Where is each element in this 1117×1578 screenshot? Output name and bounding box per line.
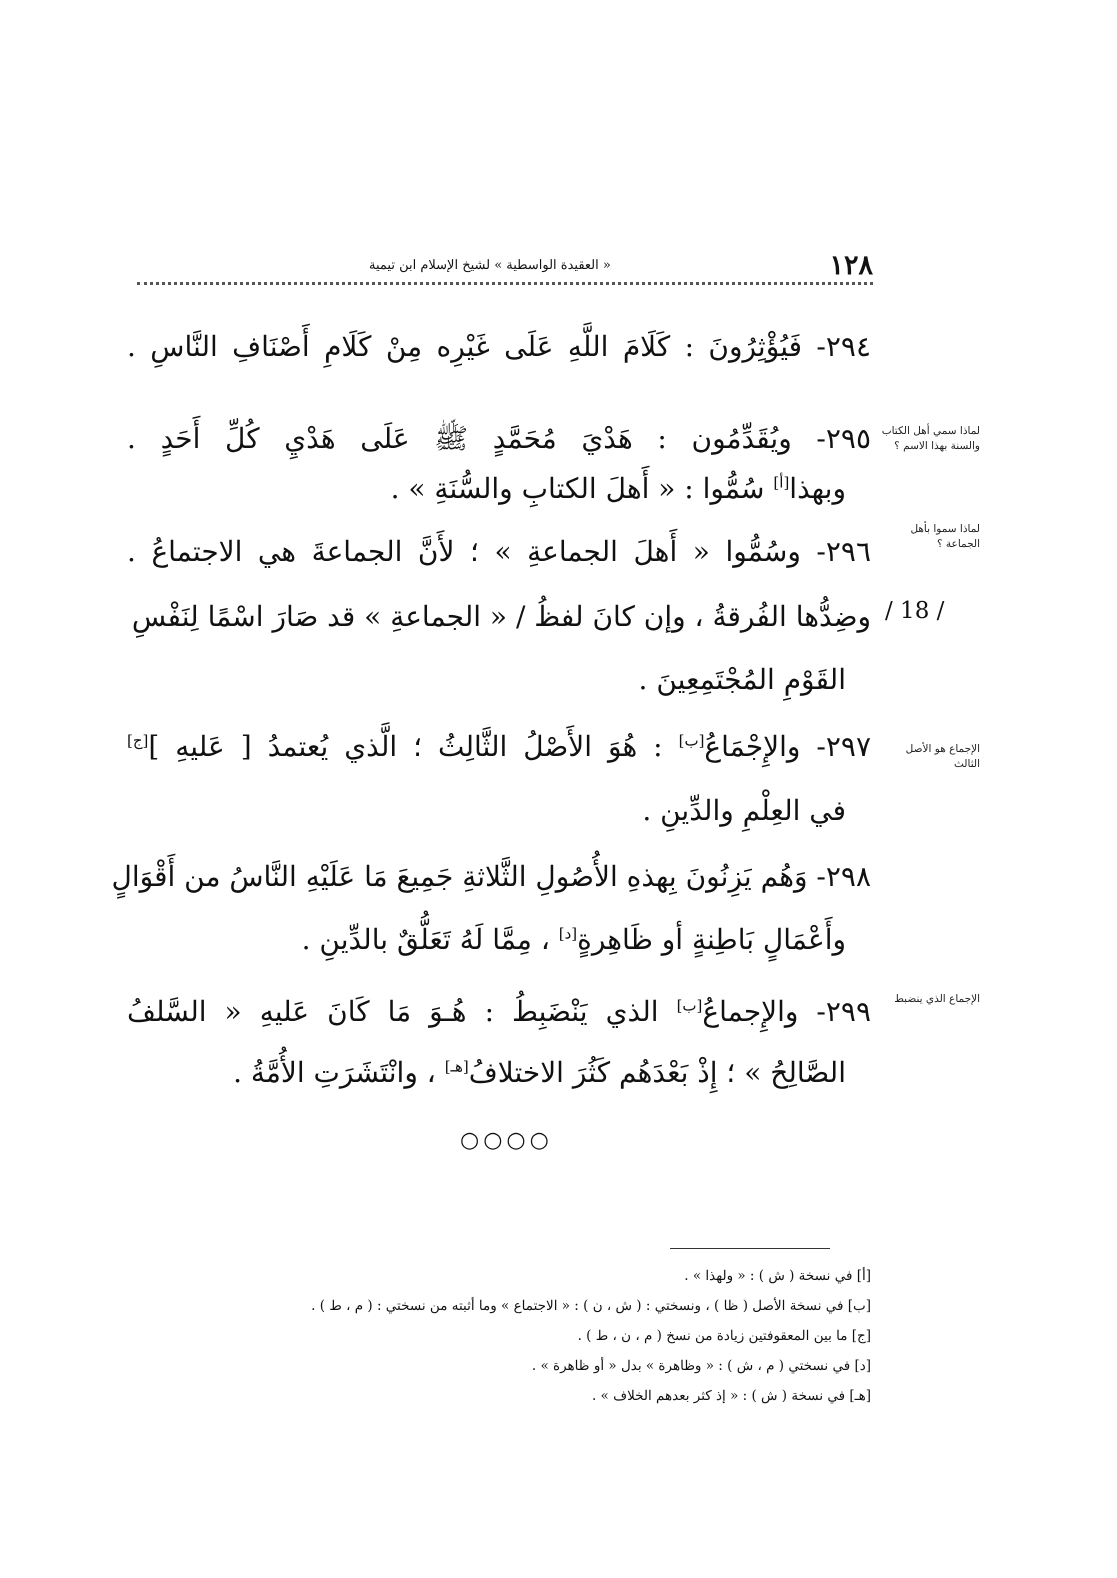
footnote: [هـ] في نسخة ( ش ) : « إذ كثر بعدهم الخلاف » . [591, 1388, 871, 1404]
footnote-ref: [د] [558, 924, 578, 943]
page-marker: / 18 / [885, 598, 945, 624]
paragraph-294: ٢٩٤- فَيُؤْثِرُونَ : كَلَامَ اللَّهِ عَلَى غَيْرِه مِنْ كَلَامِ أَصْنَافِ النَّاسِ . [127, 330, 871, 363]
header-rule [137, 282, 873, 285]
footnote-ref: [ج] [127, 731, 149, 750]
margin-note: الإجماع الذي ينضبط [894, 993, 980, 1005]
paragraph-299-end: الصَّالِحُ » ؛ إِذْ بَعْدَهُم كَثُرَ الاختلافُ[هـ] ، وانْتَشَرَتِ الأُمَّةُ . [233, 1056, 846, 1089]
margin-note: لماذا سموا بأهل الجماعة ؟ [910, 523, 980, 550]
footnote-rule [670, 1248, 830, 1249]
paragraph-297: ٢٩٧- والإِجْمَاعُ[ب] : هُوَ الأَصْلُ الثَّالِثُ ؛ الَّذي يُعتمدُ [ عَليهِ ][ج] [127, 730, 871, 763]
paragraph-295: ٢٩٥- ويُقَدِّمُون : هَدْيَ مُحَمَّدٍ ﷺ عَلَى هَدْيِ كُلِّ أَحَدٍ . [127, 422, 871, 455]
running-title: « العقيدة الواسطية » لشيخ الإسلام ابن تيمية [369, 258, 611, 273]
margin-note: الإجماع هو الأصل الثالث [905, 743, 980, 770]
footnote: [ج] ما بين المعقوفتين زيادة من نسخ ( م ، ن ، ط ) . [577, 1328, 871, 1344]
footnote-ref: [ب] [678, 731, 705, 750]
footnote: [د] في نسختي ( م ، ش ) : « وظاهرة » بدل « أو ظاهرة » . [531, 1358, 871, 1374]
footnote: [ب] في نسخة الأصل ( ظا ) ، ونسختي : ( ش ، ن ) : « الاجتماع » وما أثبته من نسختي : ( م ، ط ) . [311, 1298, 871, 1314]
paragraph-295-continued: وبهذا[أ] سُمُّوا : « أَهلَ الكتابِ والسُّنَةِ » . [390, 472, 846, 505]
section-separator: ○○○○ [460, 1128, 553, 1153]
footnote: [أ] في نسخة ( ش ) : « ولهذا » . [684, 1268, 871, 1284]
footnote-ref: [أ] [773, 473, 790, 492]
margin-note: لماذا سمي أهل الكتاب والسنة بهذا الاسم ؟ [881, 425, 980, 452]
paragraph-298-end: وأَعْمَالٍ بَاطِنةٍ أو ظَاهِرةٍ[د] ، مِمَّا لَهُ تَعَلُّقٌ بالدِّينِ . [301, 923, 846, 956]
paragraph-296-continued: وضِدُّها الفُرقةُ ، وإن كانَ لفظُ / « الجماعةِ » قد صَارَ اسْمًا لِنَفْسِ [131, 600, 871, 633]
footnote-ref: [ب] [676, 996, 703, 1015]
paragraph-297-end: في العِلْمِ والدِّينِ . [642, 794, 846, 827]
page-number: ١٢٨ [829, 250, 873, 281]
paragraph-296-end: القَوْمِ المُجْتَمِعِينَ . [638, 663, 846, 696]
page-header [137, 248, 873, 282]
paragraph-298: ٢٩٨- وَهُم يَزِنُونَ بِهذهِ الأُصُولِ الثَّلاثةِ جَمِيعَ مَا عَلَيْهِ النَّاسُ من أَقْوَالٍ [111, 860, 871, 893]
footnote-ref: [هـ] [444, 1057, 469, 1076]
paragraph-296: ٢٩٦- وسُمُّوا « أَهلَ الجماعةِ » ؛ لأَنَّ الجماعةَ هي الاجتماعُ . [127, 535, 871, 568]
paragraph-299: ٢٩٩- والإِجماعُ[ب] الذي يَنْضَبِطُ : هُـوَ مَا كَانَ عَليهِ « السَّلفُ [127, 995, 871, 1028]
